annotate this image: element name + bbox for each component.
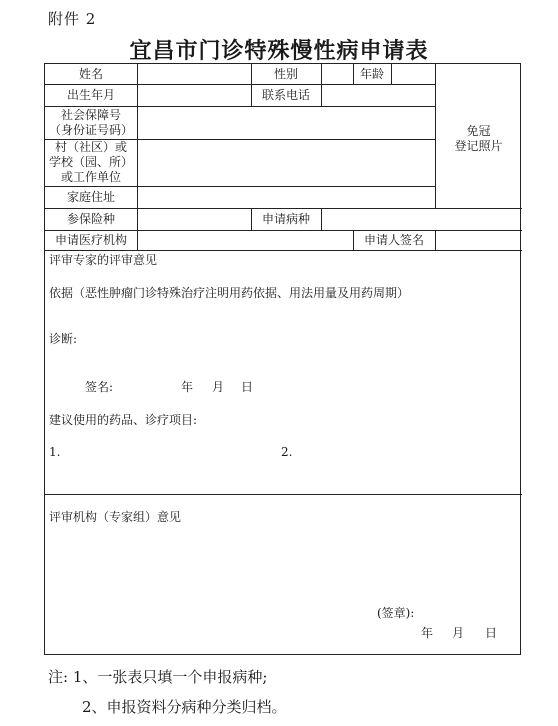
disease-field[interactable] [321,208,522,230]
agency-seal-label: (签章): [377,606,415,620]
address-label: 家庭住址 [66,190,115,204]
expert-suggest-label: 建议使用的药品、诊疗项目: [49,413,198,427]
address-field[interactable] [137,186,435,208]
disease-label: 申请病种 [261,212,310,226]
annex-label: 附件 2 [48,10,97,28]
expert-basis-text: 依据（恶性肿瘤门诊特殊治疗注明用药依据、用法用量及用药周期） [49,286,410,300]
expert-item-1: 1. [49,445,61,459]
ssn-label-line1: 社会保障号 [60,108,121,122]
age-field[interactable] [391,64,435,84]
name-label: 姓名 [78,67,103,81]
insurance-field[interactable] [137,208,251,230]
age-label: 年龄 [359,67,384,81]
expert-item-2: 2. [281,445,293,459]
agency-month-label: 月 [452,626,465,640]
phone-label: 联系电话 [261,88,310,102]
hospital-label: 申请医疗机构 [54,233,127,247]
insurance-label: 参保险种 [66,212,115,226]
unit-label-line2: 学校（园、所） [48,155,133,169]
agency-year-label: 年 [421,626,434,640]
gender-label: 性别 [273,67,298,81]
hospital-field[interactable] [137,230,353,250]
applicant-sign-field[interactable] [435,230,522,250]
expert-diagnosis-label: 诊断: [49,332,78,346]
form-title: 宜昌市门诊特殊慢性病申请表 [129,38,429,64]
photo-label-line1: 免冠 [466,124,491,138]
application-form-table [44,63,521,655]
expert-sign-label: 签名: [85,380,114,394]
photo-label-line2: 登记照片 [454,139,503,153]
agency-day-label: 日 [485,626,498,640]
ssn-field[interactable] [137,106,435,139]
unit-label-line1: 村（社区）或 [54,140,127,154]
gender-field[interactable] [321,64,353,84]
birth-field[interactable] [137,84,251,106]
phone-field[interactable] [321,84,435,106]
unit-label-line3: 或工作单位 [60,170,121,184]
name-field[interactable] [137,64,251,84]
expert-day-label: 日 [241,380,254,394]
note-1: 注: 1、一张表只填一个申报病种; [48,668,268,686]
agency-opinion-heading: 评审机构（专家组）意见 [49,510,182,524]
birth-label: 出生年月 [66,88,115,102]
ssn-label-line2: （身份证号码） [48,123,133,137]
expert-month-label: 月 [212,380,225,394]
applicant-sign-label: 申请人签名 [363,233,424,247]
unit-field[interactable] [137,139,435,186]
note-2: 2、申报资料分病种分类归档。 [82,698,287,716]
expert-year-label: 年 [181,380,194,394]
expert-opinion-heading: 评审专家的评审意见 [49,253,158,267]
